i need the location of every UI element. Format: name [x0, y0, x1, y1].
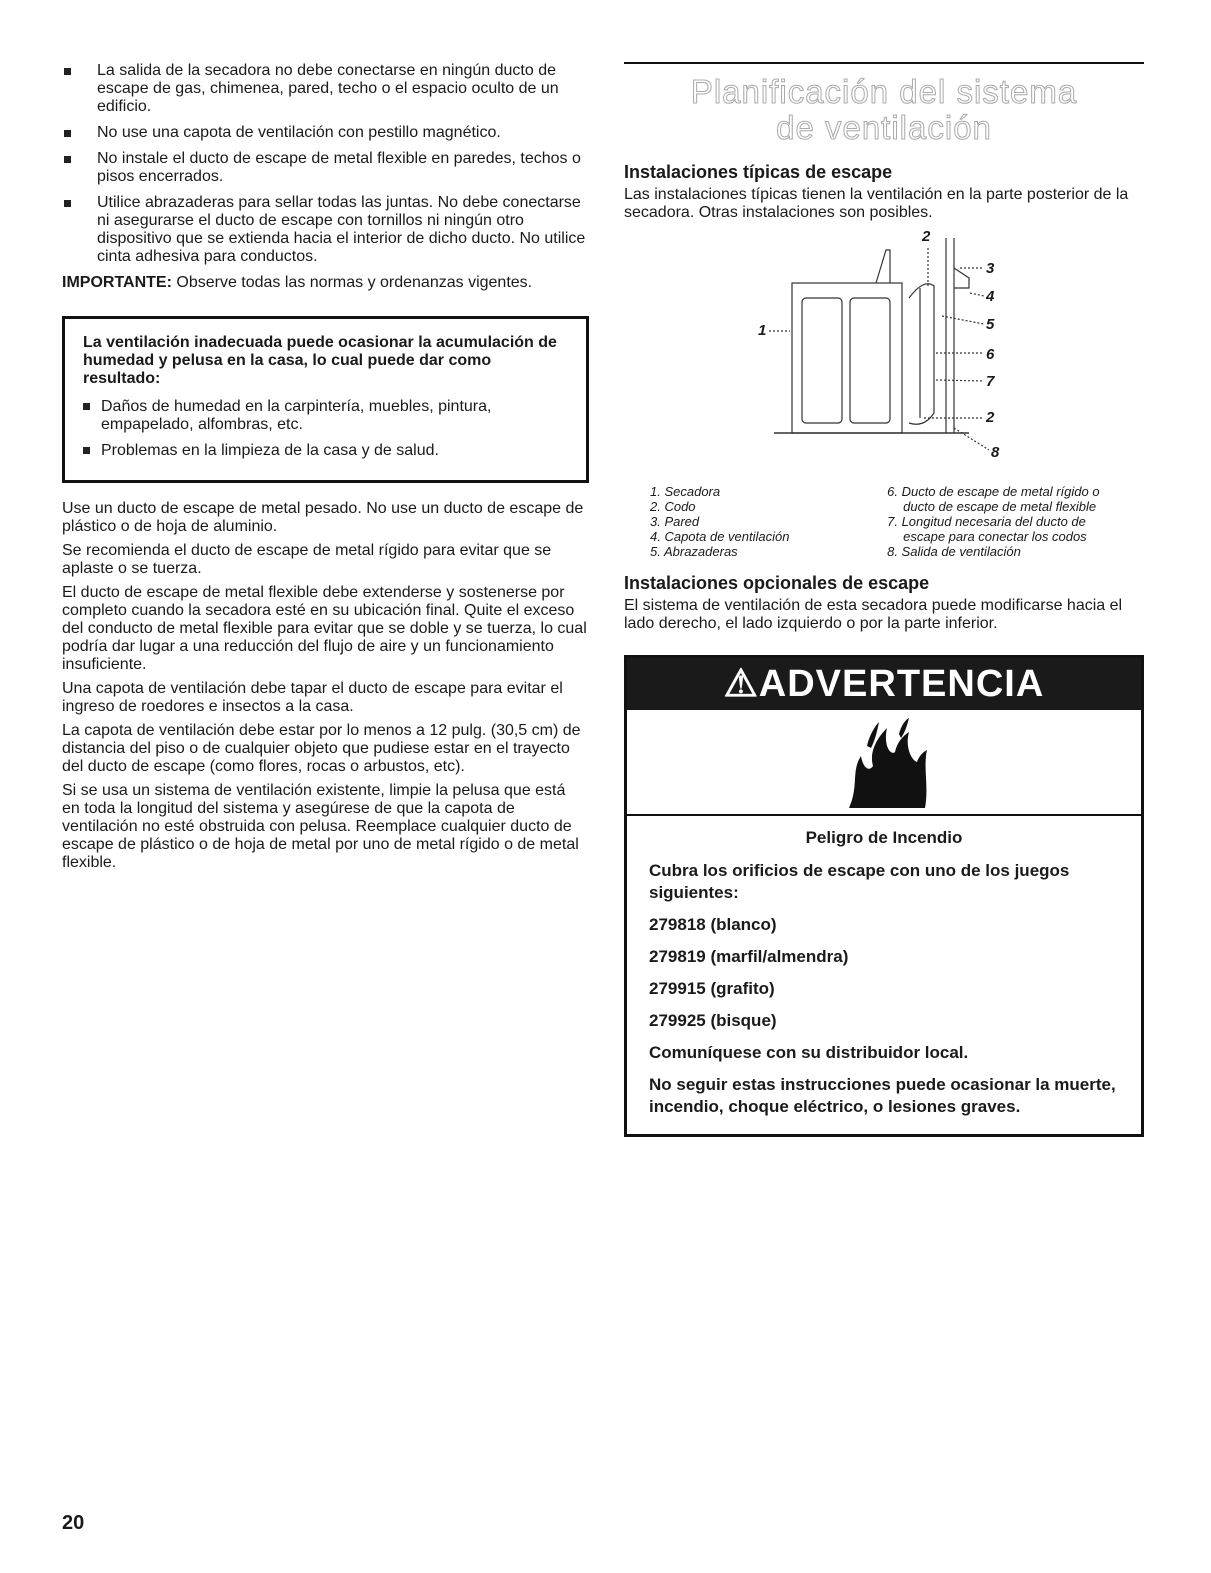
legend-item: escape para conectar los codos [903, 529, 1087, 544]
paragraph: Si se usa un sistema de ventilación existente, limpie la pelusa que está en toda la longitud del sistema y asegúrese de que la capota de ventilación no esté obstruida con pelusa. Reemplace cualquier ducto de escape de plástico o de hoja de metal por uno de metal rígido o de metal flexible. [62, 782, 579, 871]
list-item: No use una capota de ventilación con pestillo magnético. [62, 124, 587, 142]
list-item: La salida de la secadora no debe conectarse en ningún ducto de escape de gas, chimenea, pared, techo o el espacio oculto de un edificio. [62, 62, 587, 116]
warning-header [627, 658, 1141, 710]
caution-title: La ventilación inadecuada puede ocasionar la acumulación de humedad y pelusa en la casa, lo cual puede dar como resultado: [83, 334, 557, 387]
warning-line: 279915 (grafito) [649, 979, 775, 998]
caution-box [62, 316, 589, 483]
top-rule [624, 62, 1144, 64]
list-item: No instale el ducto de escape de metal flexible en paredes, techos o pisos encerrados. [62, 150, 587, 186]
optional-heading: Instalaciones opcionales de escape [624, 573, 930, 593]
right-column [624, 62, 1144, 1137]
list-item: Problemas en la limpieza de la casa y de salud. [83, 442, 568, 460]
callout-7: 7 [986, 373, 995, 390]
legend-item: 1. Secadora [650, 484, 721, 499]
warning-line: No seguir estas instrucciones puede ocasionar la muerte, incendio, choque eléctrico, o lesiones graves. [649, 1075, 1116, 1116]
callout-2b: 2 [986, 409, 995, 426]
callout-8: 8 [991, 444, 1000, 461]
caution-list [83, 398, 568, 460]
warning-line: 279819 (marfil/almendra) [649, 947, 849, 966]
paragraph: Use un ducto de escape de metal pesado. No use un ducto de escape de plástico o de hoja de aluminio. [62, 500, 584, 535]
warning-line: 279818 (blanco) [649, 915, 777, 934]
warning-line: Cubra los orificios de escape con uno de los juegos siguientes: [649, 861, 1070, 902]
legend-column-1 [650, 484, 887, 559]
list-item: Daños de humedad en la carpintería, muebles, pintura, empapelado, alfombras, etc. [83, 398, 568, 434]
legend-item: 7. Longitud necesaria del ducto de [887, 514, 1086, 529]
legend-item: 3. Pared [650, 514, 700, 529]
legend-item: ducto de escape de metal flexible [903, 499, 1097, 514]
callout-5: 5 [986, 316, 995, 333]
warning-header-text: ADVERTENCIA [758, 663, 1045, 705]
dryer-shape [792, 283, 902, 433]
warning-line: Comuníquese con su distribuidor local. [649, 1043, 969, 1062]
callout-4: 4 [986, 288, 995, 305]
body-text [62, 500, 587, 872]
callout-6: 6 [986, 346, 995, 363]
left-column [62, 62, 587, 878]
section-title-line2: de ventilación [776, 109, 992, 146]
requirements-list [62, 62, 587, 266]
important-text: Observe todas las normas y ordenanzas vigentes. [171, 274, 533, 291]
paragraph: Una capota de ventilación debe tapar el ducto de escape para evitar el ingreso de roedores e insectos a la casa. [62, 680, 563, 715]
typical-heading: Instalaciones típicas de escape [624, 162, 893, 182]
section-title [624, 74, 1144, 146]
page-number: 20 [62, 1512, 85, 1534]
dryer-diagram-illustration [624, 228, 1144, 478]
optional-text: El sistema de ventilación de esta secadora puede modificarse hacia el lado derecho, el lado izquierdo o por la parte inferior. [624, 597, 1123, 632]
warning-line: 279925 (bisque) [649, 1011, 777, 1030]
warning-hazard: Peligro de Incendio [805, 828, 963, 847]
paragraph: El ducto de escape de metal flexible debe extenderse y sostenerse por completo cuando la secadora esté en su ubicación final. Quite el exceso del conducto de metal flexible para evitar que se doble y se tuerza, lo cual podría dar lugar a una reducción del flujo de aire y un funcionamiento insuficiente. [62, 584, 587, 673]
legend-item: 8. Salida de ventilación [887, 544, 1021, 559]
legend-column-2 [887, 484, 1144, 559]
callout-3: 3 [986, 260, 995, 277]
important-note [62, 274, 587, 292]
diagram-legend [650, 484, 1144, 559]
list-item: Utilice abrazaderas para sellar todas las juntas. No debe conectarse ni asegurarse el ducto de escape con tornillos ni ningún otro dispositivo que se extienda hacia el interior de dicho ducto. No utilice cinta adhesiva para conductos. [62, 194, 587, 266]
callout-1: 1 [758, 322, 767, 339]
important-label: IMPORTANTE: [62, 274, 172, 291]
paragraph: Se recomienda el ducto de escape de metal rígido para evitar que se aplaste o se tuerza. [62, 542, 552, 577]
vent-diagram [624, 228, 1144, 478]
legend-item: 6. Ducto de escape de metal rígido o [887, 484, 1100, 499]
warning-triangle-icon: ⚠ [723, 663, 759, 705]
section-title-line1: Planificación del sistema [690, 73, 1078, 110]
legend-item: 5. Abrazaderas [650, 544, 738, 559]
callout-2: 2 [922, 228, 931, 245]
fire-icon [839, 716, 929, 811]
paragraph: La capota de ventilación debe estar por lo menos a 12 pulg. (30,5 cm) de distancia del piso o de cualquier objeto que pudiese estar en el trayecto del ducto de escape (como flores, rocas o arbustos, etc). [62, 722, 581, 775]
warning-icon-area [627, 710, 1141, 816]
legend-item: 2. Codo [650, 499, 696, 514]
typical-text: Las instalaciones típicas tienen la ventilación en la parte posterior de la secadora. Otras instalaciones son posibles. [624, 186, 1129, 221]
warning-box [624, 655, 1144, 1137]
legend-item: 4. Capota de ventilación [650, 529, 790, 544]
warning-body [627, 816, 1141, 1134]
